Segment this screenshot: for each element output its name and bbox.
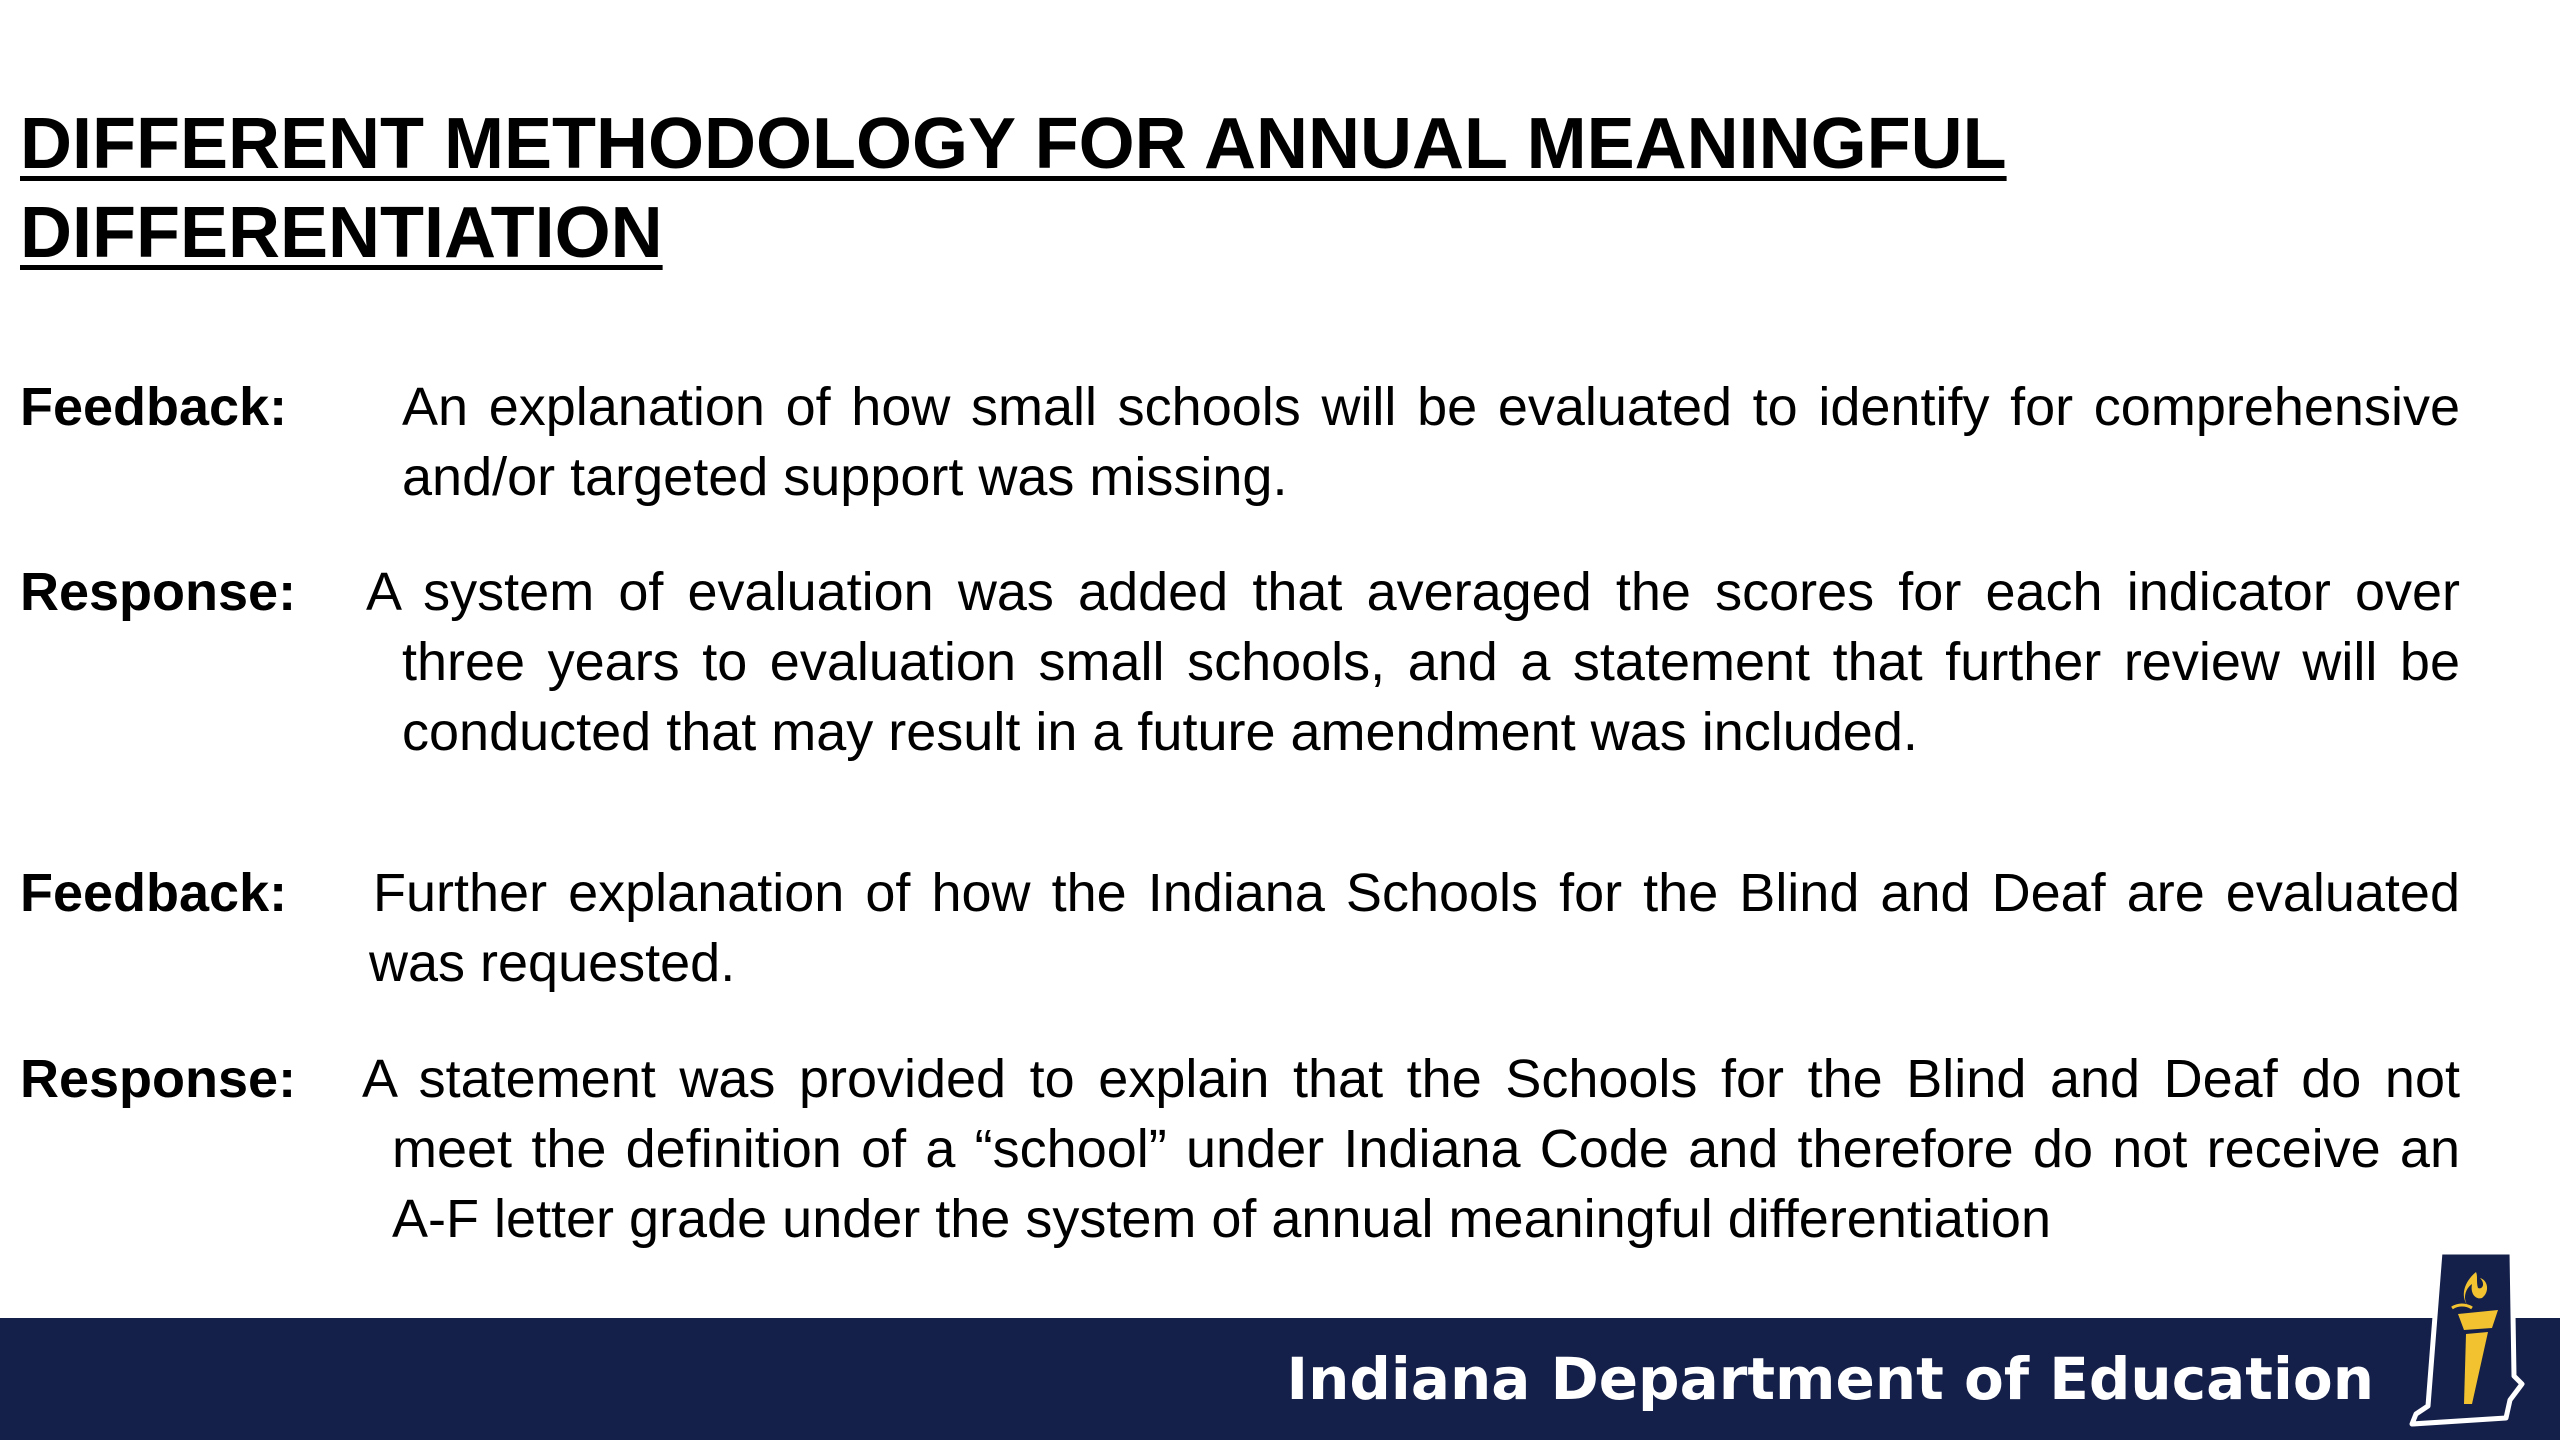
response-label: Response: [20, 1049, 297, 1109]
feedback-text: An explanation of how small schools will be evaluated to identify for comprehensive and/or targeted support was missing. [402, 377, 2460, 507]
response-entry-2 [20, 1044, 2460, 1254]
slide-title: DIFFERENT METHODOLOGY FOR ANNUAL MEANINGFUL DIFFERENTIATION [20, 104, 2007, 273]
feedback-text: Further explanation of how the Indiana Schools for the Blind and Deaf are evaluated was requested. [369, 863, 2460, 993]
response-entry-1 [20, 557, 2460, 767]
indiana-torch-logo-icon [2406, 1248, 2536, 1430]
feedback-label: Feedback: [20, 863, 288, 923]
feedback-entry-1 [20, 372, 2460, 512]
response-text: A system of evaluation was added that averaged the scores for each indicator over three years to evaluation small schools, and a statement that further review will be conducted that may result in a future amendment was included. [366, 562, 2460, 762]
footer-banner [0, 1318, 2560, 1440]
response-label: Response: [20, 562, 297, 622]
feedback-entry-2 [20, 858, 2460, 998]
footer-org-name: Indiana Department of Education [1286, 1345, 2374, 1413]
feedback-label: Feedback: [20, 377, 288, 437]
response-text: A statement was provided to explain that the Schools for the Blind and Deaf do not meet the definition of a “school” under Indiana Code and therefore do not receive an A-F letter grade under the system of annual meaningful differentiation [362, 1049, 2460, 1249]
